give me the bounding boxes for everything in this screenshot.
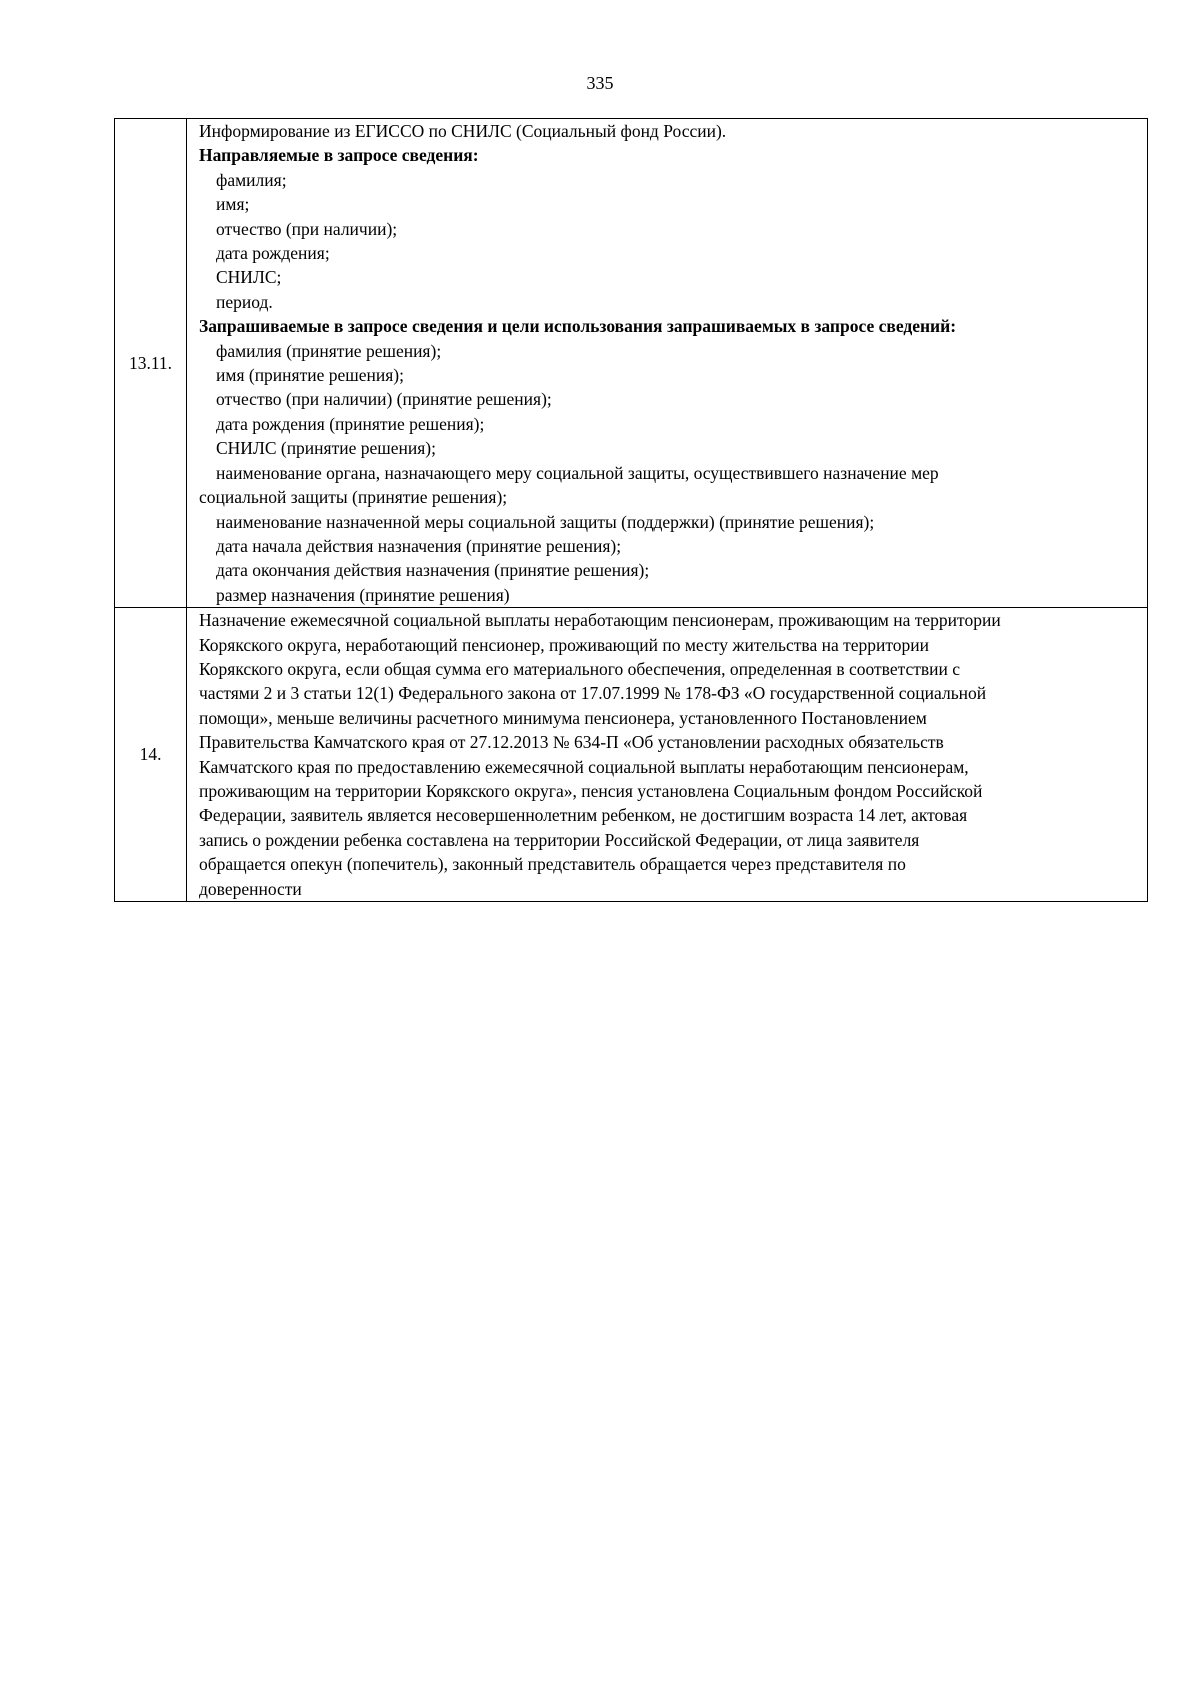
list-item: фамилия (принятие решения); [216, 340, 442, 361]
paragraph-line: проживающим на территории Корякского округа», пенсия установлена Социальным фондом Российской [199, 780, 983, 801]
list-item: отчество (при наличии) (принятие решения); [216, 389, 552, 410]
paragraph-line: Корякского округа, неработающий пенсионер, проживающий по месту жительства на территории [199, 634, 930, 655]
list-item: дата рождения; [216, 243, 330, 264]
list-item: фамилия; [216, 169, 287, 190]
paragraph-line: Правительства Камчатского края от 27.12.2013 № 634-П «Об установлении расходных обязательств [199, 732, 944, 753]
paragraph-line: помощи», меньше величины расчетного минимума пенсионера, установленного Постановлением [199, 707, 927, 728]
list-item-long-line2: социальной защиты (принятие решения); [199, 487, 508, 508]
table-row [115, 608, 1148, 902]
list-item: отчество (при наличии); [216, 218, 398, 239]
page-number: 335 [586, 73, 614, 93]
paragraph-line: Федерации, заявитель является несовершеннолетним ребенком, не достигшим возраста 14 лет, актовая [199, 805, 968, 826]
requirements-table [114, 118, 1148, 902]
section-heading: Направляемые в запросе сведения: [199, 145, 479, 166]
list-item-long-line1: наименование органа, назначающего меру социальной защиты, осуществившего назначение мер [216, 462, 939, 483]
section-heading: Запрашиваемые в запросе сведения и цели использования запрашиваемых в запросе сведений: [199, 316, 957, 337]
list-item-long [199, 461, 1137, 485]
row-content [187, 608, 1148, 902]
list-item: СНИЛС; [216, 267, 282, 288]
list-item: дата окончания действия назначения (принятие решения); [216, 560, 650, 581]
table-row [115, 119, 1148, 608]
row-number: 13.11. [115, 119, 187, 608]
paragraph-line: запись о рождении ребенка составлена на территории Российской Федерации, от лица заявителя [199, 829, 920, 850]
list-item: имя (принятие решения); [216, 365, 404, 386]
list-item: имя; [216, 194, 250, 215]
list-item: наименование назначенной меры социальной защиты (поддержки) (принятие решения); [216, 511, 875, 532]
paragraph-line: частями 2 и 3 статьи 12(1) Федерального закона от 17.07.1999 № 178-ФЗ «О государственной социальной [199, 683, 987, 704]
paragraph-line: Назначение ежемесячной социальной выплаты неработающим пенсионерам, проживающим на территории [199, 610, 1001, 631]
row-number: 14. [115, 608, 187, 902]
row-content [187, 119, 1148, 608]
list-item: СНИЛС (принятие решения); [216, 438, 436, 459]
row-intro: Информирование из ЕГИССО по СНИЛС (Социальный фонд России). [199, 121, 727, 141]
list-item: дата начала действия назначения (принятие решения); [216, 535, 622, 556]
list-item: размер назначения (принятие решения) [216, 584, 510, 605]
list-item: дата рождения (принятие решения); [216, 413, 485, 434]
list-item: период. [216, 291, 273, 312]
paragraph-line: Корякского округа, если общая сумма его материального обеспечения, определенная в соответствии с [199, 658, 961, 679]
paragraph-line: обращается опекун (попечитель), законный представитель обращается через представителя по [199, 854, 906, 875]
paragraph-line: Камчатского края по предоставлению ежемесячной социальной выплаты неработающим пенсионерам, [199, 756, 969, 777]
paragraph-line: доверенности [199, 878, 302, 899]
